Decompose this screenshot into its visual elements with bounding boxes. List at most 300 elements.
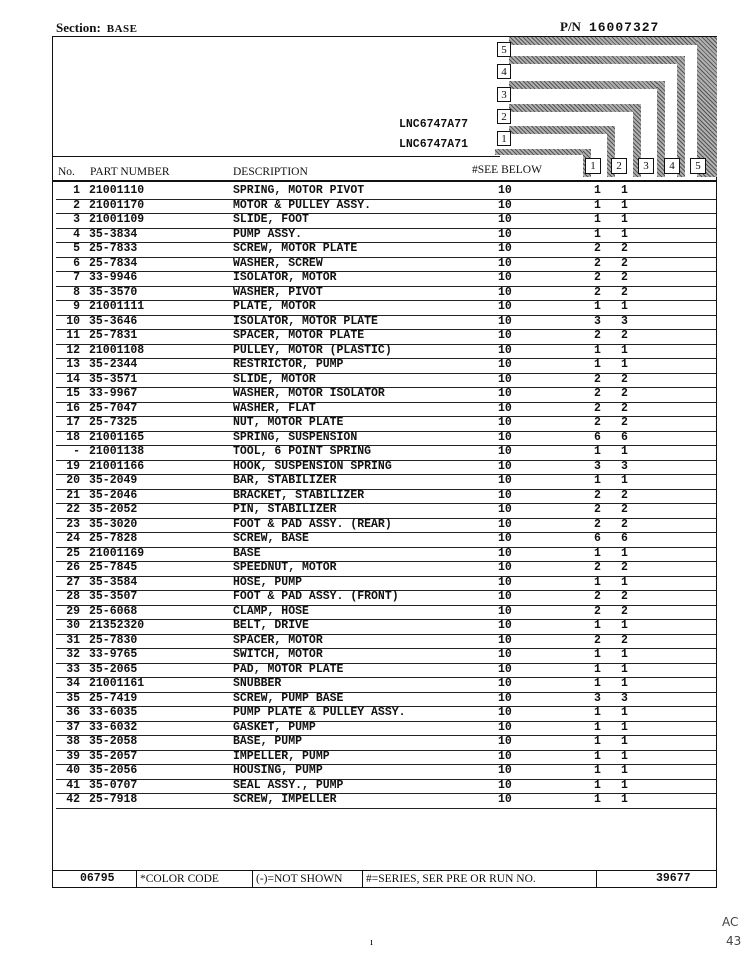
see-below: 10 <box>498 764 512 777</box>
row-number: 30 <box>66 619 80 632</box>
series-bar-3 <box>509 81 665 89</box>
row-number: 24 <box>66 532 80 545</box>
description: SPEEDNUT, MOTOR <box>233 561 337 574</box>
page-mark: ı <box>370 936 374 948</box>
table-row <box>56 677 716 693</box>
footer-page-code: 39677 <box>656 872 691 885</box>
see-below: 10 <box>498 242 512 255</box>
table-row <box>56 416 716 432</box>
see-below: 10 <box>498 416 512 429</box>
description: PLATE, MOTOR <box>233 300 316 313</box>
row-number: 26 <box>66 561 80 574</box>
footer-date-code: 06795 <box>80 872 115 885</box>
qty-series-1: 1 <box>594 720 601 734</box>
qty-series-2: 3 <box>621 691 628 705</box>
table-row <box>56 619 716 635</box>
col-no-header: No. <box>58 166 75 178</box>
qty-series-1: 2 <box>594 242 601 255</box>
qty-series-2: 3 <box>621 314 628 328</box>
qty-series-2: 1 <box>621 546 628 560</box>
see-below: 10 <box>498 213 512 226</box>
table-row <box>56 271 716 287</box>
part-number: 35-2344 <box>89 358 138 371</box>
see-below: 10 <box>498 648 512 661</box>
table-row <box>56 402 716 418</box>
part-number: 21001108 <box>89 343 145 357</box>
description: BELT, DRIVE <box>233 619 309 632</box>
part-number: 25-6068 <box>89 604 138 618</box>
row-number: 20 <box>66 474 80 487</box>
qty-series-1: 3 <box>594 459 601 473</box>
qty-series-2: 1 <box>621 213 628 226</box>
description: PAD, MOTOR PLATE <box>233 662 344 676</box>
qty-series-1: 6 <box>594 532 601 545</box>
part-number: 21001111 <box>89 300 145 313</box>
table-row <box>56 547 716 563</box>
see-below: 10 <box>498 184 512 197</box>
part-number: 25-7833 <box>89 242 138 255</box>
qty-series-2: 1 <box>621 764 628 777</box>
part-number: 25-7845 <box>89 561 138 574</box>
footer-color-code: *COLOR CODE <box>140 873 219 885</box>
series-box-2: 2 <box>497 109 511 124</box>
section-label: Section: <box>56 20 101 35</box>
qty-series-1: 1 <box>594 213 601 226</box>
qty-series-2: 2 <box>621 372 628 386</box>
part-number: 35-3020 <box>89 517 138 531</box>
part-number: 33-6032 <box>89 720 138 734</box>
qty-series-1: 1 <box>594 575 601 589</box>
table-row <box>56 474 716 490</box>
series-box-4: 4 <box>497 64 511 79</box>
see-below: 10 <box>498 633 512 647</box>
qty-series-1: 1 <box>594 749 601 763</box>
part-number: 35-3571 <box>89 372 138 386</box>
qty-series-1: 1 <box>594 648 601 661</box>
table-row <box>56 344 716 360</box>
table-row <box>56 793 716 809</box>
qty-series-2: 1 <box>621 343 628 357</box>
qty-series-1: 1 <box>594 358 601 371</box>
see-below: 10 <box>498 372 512 386</box>
qty-col-3-header: 3 <box>638 158 654 174</box>
row-number: 4 <box>73 227 80 241</box>
qty-series-1: 1 <box>594 300 601 313</box>
part-number: 21001110 <box>89 184 145 197</box>
qty-series-2: 1 <box>621 793 628 806</box>
description: BASE, PUMP <box>233 735 303 748</box>
row-number: 41 <box>66 778 80 792</box>
qty-series-1: 2 <box>594 285 601 299</box>
qty-series-1: 1 <box>594 227 601 241</box>
qty-series-2: 2 <box>621 285 628 299</box>
table-row <box>56 315 716 331</box>
table-row <box>56 460 716 476</box>
pn-label: P/N <box>560 19 581 34</box>
see-below: 10 <box>498 271 512 284</box>
table-row <box>56 489 716 505</box>
see-below: 10 <box>498 778 512 792</box>
qty-series-1: 1 <box>594 793 601 806</box>
description: NUT, MOTOR PLATE <box>233 416 344 429</box>
column-header-divider <box>52 180 717 182</box>
description: SNUBBER <box>233 677 282 690</box>
table-row <box>56 431 716 447</box>
series-bar-4 <box>509 56 685 64</box>
table-row <box>56 373 716 389</box>
see-below: 10 <box>498 488 512 502</box>
series-hatch-top <box>509 37 717 45</box>
description: HOSE, PUMP <box>233 575 303 589</box>
section-header <box>56 20 138 36</box>
row-number: 16 <box>66 401 80 415</box>
see-below: 10 <box>498 662 512 676</box>
qty-series-1: 2 <box>594 256 601 270</box>
qty-series-2: 1 <box>621 300 628 313</box>
description: PUMP PLATE & PULLEY ASSY. <box>233 706 406 719</box>
qty-series-1: 1 <box>594 706 601 719</box>
qty-series-2: 1 <box>621 474 628 487</box>
table-row <box>56 228 716 244</box>
qty-col-1-header: 1 <box>585 158 601 174</box>
description: PUMP ASSY. <box>233 227 303 241</box>
see-below: 10 <box>498 720 512 734</box>
description: SPACER, MOTOR <box>233 633 323 647</box>
description: SPRING, MOTOR PIVOT <box>233 184 365 197</box>
description: SCREW, IMPELLER <box>233 793 337 806</box>
description: PIN, STABILIZER <box>233 503 337 516</box>
col-description-header: DESCRIPTION <box>233 166 308 178</box>
table-row <box>56 764 716 780</box>
row-number: 27 <box>66 575 80 589</box>
row-number: - <box>73 445 80 458</box>
qty-series-1: 2 <box>594 329 601 342</box>
description: WASHER, SCREW <box>233 256 323 270</box>
qty-series-2: 6 <box>621 532 628 545</box>
table-row <box>56 199 716 215</box>
part-number: 35-2046 <box>89 488 138 502</box>
see-below: 10 <box>498 445 512 458</box>
row-number: 12 <box>66 343 80 357</box>
qty-series-2: 1 <box>621 735 628 748</box>
qty-series-2: 6 <box>621 430 628 444</box>
row-number: 29 <box>66 604 80 618</box>
description: MOTOR & PULLEY ASSY. <box>233 198 372 212</box>
description: BASE <box>233 546 261 560</box>
part-number: 35-3584 <box>89 575 138 589</box>
qty-series-2: 1 <box>621 445 628 458</box>
qty-series-1: 1 <box>594 546 601 560</box>
row-number: 33 <box>66 662 80 676</box>
qty-series-2: 1 <box>621 227 628 241</box>
see-below: 10 <box>498 677 512 690</box>
part-number: 25-7830 <box>89 633 138 647</box>
qty-series-2: 2 <box>621 517 628 531</box>
row-number: 36 <box>66 706 80 719</box>
see-below: 10 <box>498 561 512 574</box>
table-row <box>56 561 716 577</box>
qty-series-2: 2 <box>621 401 628 415</box>
description: HOOK, SUSPENSION SPRING <box>233 459 392 473</box>
pn-value: 16007327 <box>588 20 660 35</box>
see-below: 10 <box>498 793 512 806</box>
table-row <box>56 445 716 461</box>
table-row <box>56 532 716 548</box>
see-below: 10 <box>498 532 512 545</box>
part-number: 33-9946 <box>89 271 138 284</box>
part-number: 35-3507 <box>89 590 138 603</box>
see-below: 10 <box>498 314 512 328</box>
see-below: 10 <box>498 343 512 357</box>
header-divider <box>52 156 500 157</box>
qty-series-1: 2 <box>594 561 601 574</box>
part-number: 35-2058 <box>89 735 138 748</box>
part-number: 35-2052 <box>89 503 138 516</box>
description: BRACKET, STABILIZER <box>233 488 365 502</box>
qty-series-2: 1 <box>621 358 628 371</box>
part-number: 21352320 <box>89 619 145 632</box>
row-number: 32 <box>66 648 80 661</box>
description: CLAMP, HOSE <box>233 604 309 618</box>
row-number: 40 <box>66 764 80 777</box>
table-row <box>56 648 716 664</box>
row-number: 7 <box>73 271 80 284</box>
qty-series-1: 1 <box>594 445 601 458</box>
see-below: 10 <box>498 503 512 516</box>
row-number: 28 <box>66 590 80 603</box>
series-bar-0 <box>495 149 591 155</box>
qty-series-2: 1 <box>621 648 628 661</box>
see-below: 10 <box>498 590 512 603</box>
part-number: 35-2065 <box>89 662 138 676</box>
part-number: 25-7325 <box>89 416 138 429</box>
series-diagram <box>495 37 717 177</box>
qty-series-1: 2 <box>594 271 601 284</box>
see-below: 10 <box>498 285 512 299</box>
qty-series-1: 1 <box>594 474 601 487</box>
part-number: 25-7047 <box>89 401 138 415</box>
series-hatch-5 <box>697 37 717 177</box>
row-number: 18 <box>66 430 80 444</box>
table-row <box>56 503 716 519</box>
see-below: 10 <box>498 430 512 444</box>
qty-series-2: 1 <box>621 575 628 589</box>
description: SCREW, MOTOR PLATE <box>233 242 358 255</box>
series-box-1: 1 <box>497 131 511 146</box>
table-row <box>56 590 716 606</box>
qty-series-2: 1 <box>621 184 628 197</box>
table-row <box>56 750 716 766</box>
description: ISOLATOR, MOTOR <box>233 271 337 284</box>
see-below: 10 <box>498 256 512 270</box>
qty-series-1: 2 <box>594 633 601 647</box>
model-number: LNC6747A71 <box>399 138 469 151</box>
handwritten-note: 43 <box>726 934 742 948</box>
see-below: 10 <box>498 198 512 212</box>
table-row <box>56 735 716 751</box>
description: SCREW, PUMP BASE <box>233 691 344 705</box>
description: SPRING, SUSPENSION <box>233 430 358 444</box>
description: WASHER, PIVOT <box>233 285 323 299</box>
qty-series-2: 2 <box>621 271 628 284</box>
table-row <box>56 329 716 345</box>
footer-sep <box>596 870 597 888</box>
footer-series-note: #=SERIES, SER PRE OR RUN NO. <box>366 873 536 885</box>
part-number: 21001169 <box>89 546 145 560</box>
row-number: 10 <box>66 314 80 328</box>
part-number: 21001109 <box>89 213 145 226</box>
qty-series-2: 2 <box>621 387 628 400</box>
see-below: 10 <box>498 459 512 473</box>
see-below: 10 <box>498 691 512 705</box>
row-number: 9 <box>73 300 80 313</box>
see-below: 10 <box>498 604 512 618</box>
qty-series-1: 1 <box>594 677 601 690</box>
description: WASHER, MOTOR ISOLATOR <box>233 387 385 400</box>
description: WASHER, FLAT <box>233 401 316 415</box>
table-row <box>56 576 716 592</box>
see-below: 10 <box>498 329 512 342</box>
row-number: 38 <box>66 735 80 748</box>
qty-series-2: 2 <box>621 633 628 647</box>
description: FOOT & PAD ASSY. (REAR) <box>233 517 392 531</box>
qty-series-1: 3 <box>594 314 601 328</box>
qty-series-1: 3 <box>594 691 601 705</box>
see-below: 10 <box>498 735 512 748</box>
row-number: 25 <box>66 546 80 560</box>
handwritten-note: AC <box>722 915 739 929</box>
qty-series-2: 1 <box>621 198 628 212</box>
col-part-number-header: PART NUMBER <box>90 166 170 178</box>
qty-series-2: 2 <box>621 604 628 618</box>
part-number: 25-7828 <box>89 532 138 545</box>
see-below: 10 <box>498 474 512 487</box>
part-number: 35-2049 <box>89 474 138 487</box>
qty-series-1: 1 <box>594 764 601 777</box>
series-bar-2 <box>509 104 641 112</box>
table-row <box>56 779 716 795</box>
see-below: 10 <box>498 706 512 719</box>
part-number: 35-2056 <box>89 764 138 777</box>
part-number: 35-3834 <box>89 227 138 241</box>
qty-series-2: 1 <box>621 619 628 632</box>
description: SCREW, BASE <box>233 532 309 545</box>
qty-series-2: 2 <box>621 256 628 270</box>
series-box-3: 3 <box>497 87 511 102</box>
qty-series-1: 2 <box>594 387 601 400</box>
row-number: 17 <box>66 416 80 429</box>
section-value: BASE <box>106 23 138 35</box>
qty-series-1: 1 <box>594 184 601 197</box>
qty-series-1: 2 <box>594 590 601 603</box>
see-below: 10 <box>498 358 512 371</box>
see-below: 10 <box>498 619 512 632</box>
see-below: 10 <box>498 387 512 400</box>
part-number: 25-7831 <box>89 329 138 342</box>
qty-series-1: 2 <box>594 372 601 386</box>
col-see-below-header: #SEE BELOW <box>472 164 542 176</box>
description: BAR, STABILIZER <box>233 474 337 487</box>
part-number: 21001170 <box>89 198 145 212</box>
footer-not-shown: (-)=NOT SHOWN <box>256 873 343 885</box>
qty-series-2: 2 <box>621 242 628 255</box>
description: SLIDE, MOTOR <box>233 372 316 386</box>
qty-series-1: 2 <box>594 604 601 618</box>
row-number: 22 <box>66 503 80 516</box>
row-number: 35 <box>66 691 80 705</box>
part-number: 25-7834 <box>89 256 138 270</box>
part-number: 21001165 <box>89 430 145 444</box>
table-row <box>56 184 716 200</box>
description: TOOL, 6 POINT SPRING <box>233 445 372 458</box>
part-number: 25-7419 <box>89 691 138 705</box>
qty-series-1: 1 <box>594 735 601 748</box>
qty-series-2: 1 <box>621 749 628 763</box>
qty-series-1: 2 <box>594 517 601 531</box>
description: SPACER, MOTOR PLATE <box>233 329 365 342</box>
part-number: 25-7918 <box>89 793 138 806</box>
series-bar-1 <box>509 126 615 134</box>
qty-series-2: 3 <box>621 459 628 473</box>
qty-series-1: 1 <box>594 778 601 792</box>
part-number: 21001138 <box>89 445 145 458</box>
qty-series-2: 1 <box>621 677 628 690</box>
row-number: 8 <box>73 285 80 299</box>
table-row <box>56 387 716 403</box>
row-number: 1 <box>73 184 80 197</box>
row-number: 21 <box>66 488 80 502</box>
description: IMPELLER, PUMP <box>233 749 330 763</box>
row-number: 13 <box>66 358 80 371</box>
description: RESTRICTOR, PUMP <box>233 358 344 371</box>
table-row <box>56 605 716 621</box>
row-number: 3 <box>73 213 80 226</box>
table-row <box>56 721 716 737</box>
series-box-5: 5 <box>497 42 511 57</box>
table-row <box>56 692 716 708</box>
row-number: 42 <box>66 793 80 806</box>
model-number: LNC6747A77 <box>399 118 469 131</box>
part-number: 35-3570 <box>89 285 138 299</box>
see-below: 10 <box>498 749 512 763</box>
part-number: 35-0707 <box>89 778 138 792</box>
description: SEAL ASSY., PUMP <box>233 778 344 792</box>
row-number: 5 <box>73 242 80 255</box>
row-number: 15 <box>66 387 80 400</box>
qty-series-1: 2 <box>594 503 601 516</box>
part-number-header <box>560 19 659 35</box>
see-below: 10 <box>498 227 512 241</box>
see-below: 10 <box>498 401 512 415</box>
table-row <box>56 358 716 374</box>
table-row <box>56 286 716 302</box>
qty-col-4-header: 4 <box>664 158 680 174</box>
see-below: 10 <box>498 517 512 531</box>
part-number: 33-9765 <box>89 648 138 661</box>
row-number: 39 <box>66 749 80 763</box>
description: PULLEY, MOTOR (PLASTIC) <box>233 343 392 357</box>
table-row <box>56 706 716 722</box>
description: HOUSING, PUMP <box>233 764 323 777</box>
qty-series-1: 1 <box>594 662 601 676</box>
qty-series-1: 2 <box>594 488 601 502</box>
qty-series-2: 2 <box>621 561 628 574</box>
table-row <box>56 213 716 229</box>
table-row <box>56 518 716 534</box>
qty-series-1: 2 <box>594 401 601 415</box>
table-row <box>56 663 716 679</box>
see-below: 10 <box>498 546 512 560</box>
